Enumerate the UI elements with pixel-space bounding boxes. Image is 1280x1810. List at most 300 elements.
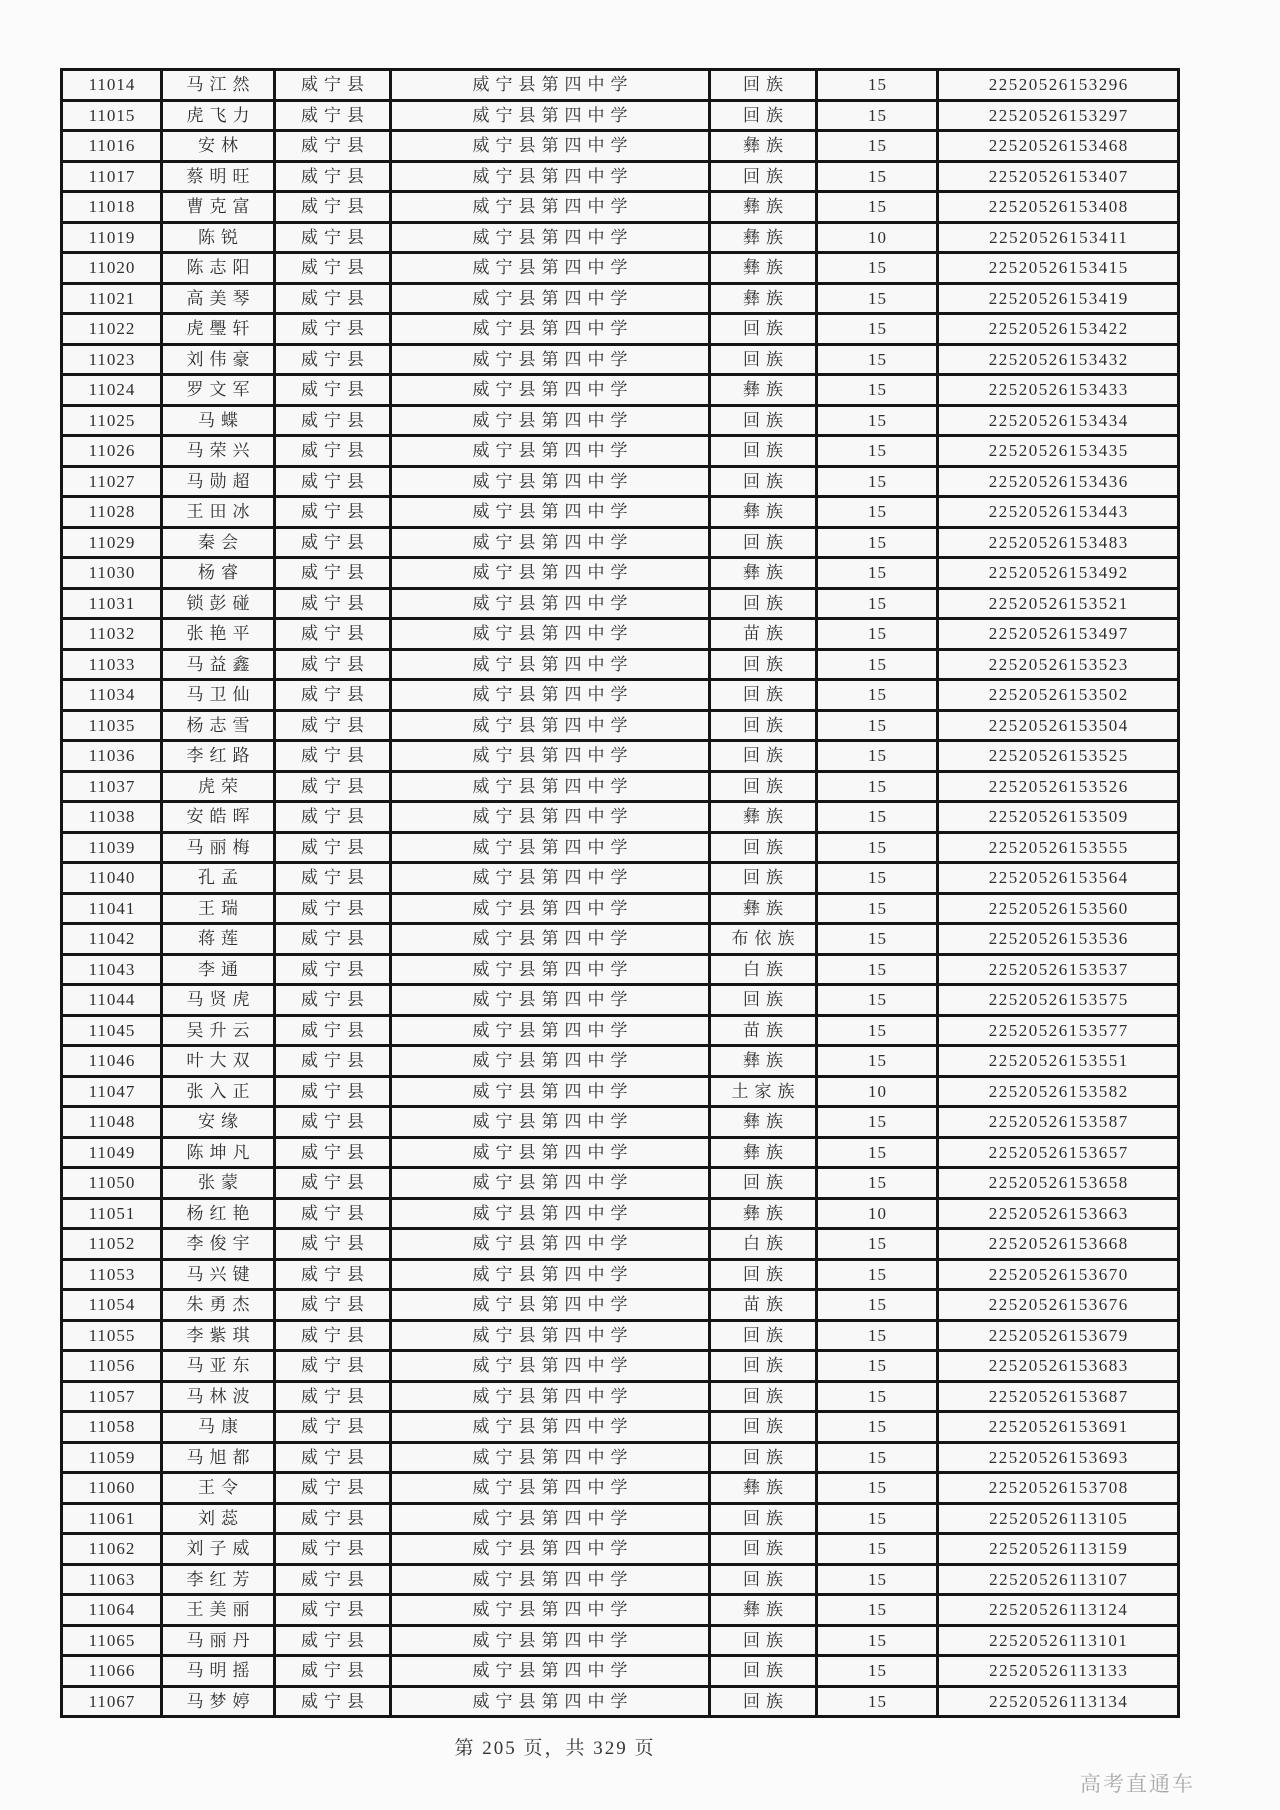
- table-row: [62, 741, 1179, 772]
- table-row: [62, 375, 1179, 406]
- cell-county: 威宁县: [275, 588, 391, 619]
- cell-school: 威宁县第四中学: [391, 1381, 710, 1412]
- cell-county: 威宁县: [275, 985, 391, 1016]
- cell-score: 15: [817, 1412, 938, 1443]
- cell-exam-code: 22520526153526: [938, 771, 1179, 802]
- cell-ethnicity: 回族: [710, 1412, 817, 1443]
- cell-exam-code: 22520526153670: [938, 1259, 1179, 1290]
- table-row: [62, 283, 1179, 314]
- cell-county: 威宁县: [275, 161, 391, 192]
- cell-ethnicity: 回族: [710, 1625, 817, 1656]
- cell-county: 威宁县: [275, 192, 391, 223]
- cell-score: 15: [817, 1503, 938, 1534]
- cell-school: 威宁县第四中学: [391, 283, 710, 314]
- cell-student-name: 马丽梅: [162, 832, 275, 863]
- cell-seq-number: 11064: [62, 1595, 162, 1626]
- cell-score: 15: [817, 558, 938, 589]
- cell-school: 威宁县第四中学: [391, 100, 710, 131]
- table-row: [62, 1198, 1179, 1229]
- cell-student-name: 朱勇杰: [162, 1290, 275, 1321]
- cell-seq-number: 11014: [62, 70, 162, 101]
- table-row: [62, 466, 1179, 497]
- cell-score: 15: [817, 1290, 938, 1321]
- cell-county: 威宁县: [275, 710, 391, 741]
- cell-county: 威宁县: [275, 283, 391, 314]
- cell-school: 威宁县第四中学: [391, 70, 710, 101]
- cell-ethnicity: 回族: [710, 1656, 817, 1687]
- cell-exam-code: 22520526153436: [938, 466, 1179, 497]
- cell-student-name: 王美丽: [162, 1595, 275, 1626]
- cell-county: 威宁县: [275, 832, 391, 863]
- cell-ethnicity: 回族: [710, 1381, 817, 1412]
- cell-ethnicity: 彝族: [710, 375, 817, 406]
- cell-ethnicity: 回族: [710, 344, 817, 375]
- cell-score: 15: [817, 1534, 938, 1565]
- cell-score: 15: [817, 1381, 938, 1412]
- cell-ethnicity: 布依族: [710, 924, 817, 955]
- cell-school: 威宁县第四中学: [391, 649, 710, 680]
- cell-ethnicity: 回族: [710, 863, 817, 894]
- cell-score: 15: [817, 924, 938, 955]
- cell-county: 威宁县: [275, 1351, 391, 1382]
- cell-score: 15: [817, 192, 938, 223]
- cell-student-name: 马明摇: [162, 1656, 275, 1687]
- cell-ethnicity: 回族: [710, 1686, 817, 1717]
- table-row: [62, 1595, 1179, 1626]
- cell-school: 威宁县第四中学: [391, 192, 710, 223]
- cell-seq-number: 11030: [62, 558, 162, 589]
- cell-school: 威宁县第四中学: [391, 1015, 710, 1046]
- cell-ethnicity: 彝族: [710, 1473, 817, 1504]
- cell-ethnicity: 回族: [710, 771, 817, 802]
- cell-school: 威宁县第四中学: [391, 1229, 710, 1260]
- cell-seq-number: 11060: [62, 1473, 162, 1504]
- cell-exam-code: 22520526113159: [938, 1534, 1179, 1565]
- cell-student-name: 刘子威: [162, 1534, 275, 1565]
- table-row: [62, 253, 1179, 284]
- cell-exam-code: 22520526113124: [938, 1595, 1179, 1626]
- cell-score: 15: [817, 832, 938, 863]
- cell-exam-code: 22520526153708: [938, 1473, 1179, 1504]
- cell-student-name: 马康: [162, 1412, 275, 1443]
- cell-ethnicity: 回族: [710, 527, 817, 558]
- cell-exam-code: 22520526153582: [938, 1076, 1179, 1107]
- cell-ethnicity: 回族: [710, 405, 817, 436]
- cell-county: 威宁县: [275, 1656, 391, 1687]
- cell-school: 威宁县第四中学: [391, 619, 710, 650]
- cell-school: 威宁县第四中学: [391, 466, 710, 497]
- cell-student-name: 安林: [162, 131, 275, 162]
- cell-school: 威宁县第四中学: [391, 1290, 710, 1321]
- cell-exam-code: 22520526153523: [938, 649, 1179, 680]
- table-row: [62, 588, 1179, 619]
- cell-seq-number: 11063: [62, 1564, 162, 1595]
- cell-county: 威宁县: [275, 558, 391, 589]
- cell-student-name: 王令: [162, 1473, 275, 1504]
- cell-seq-number: 11066: [62, 1656, 162, 1687]
- cell-exam-code: 22520526153483: [938, 527, 1179, 558]
- cell-school: 威宁县第四中学: [391, 405, 710, 436]
- cell-ethnicity: 回族: [710, 741, 817, 772]
- table-row: [62, 1229, 1179, 1260]
- cell-county: 威宁县: [275, 1015, 391, 1046]
- table-row: [62, 649, 1179, 680]
- cell-exam-code: 22520526153509: [938, 802, 1179, 833]
- cell-school: 威宁县第四中学: [391, 954, 710, 985]
- cell-county: 威宁县: [275, 924, 391, 955]
- cell-score: 15: [817, 802, 938, 833]
- cell-seq-number: 11053: [62, 1259, 162, 1290]
- cell-school: 威宁县第四中学: [391, 222, 710, 253]
- cell-exam-code: 22520526153679: [938, 1320, 1179, 1351]
- cell-exam-code: 22520526153434: [938, 405, 1179, 436]
- cell-seq-number: 11035: [62, 710, 162, 741]
- cell-student-name: 李俊宇: [162, 1229, 275, 1260]
- page-number-footer: 第 205 页，共 329 页: [454, 1738, 656, 1759]
- cell-exam-code: 22520526153432: [938, 344, 1179, 375]
- cell-seq-number: 11040: [62, 863, 162, 894]
- cell-seq-number: 11034: [62, 680, 162, 711]
- cell-score: 15: [817, 1564, 938, 1595]
- cell-score: 15: [817, 253, 938, 284]
- cell-ethnicity: 回族: [710, 710, 817, 741]
- cell-seq-number: 11059: [62, 1442, 162, 1473]
- cell-student-name: 罗文军: [162, 375, 275, 406]
- cell-ethnicity: 彝族: [710, 192, 817, 223]
- cell-school: 威宁县第四中学: [391, 588, 710, 619]
- cell-exam-code: 22520526153492: [938, 558, 1179, 589]
- cell-county: 威宁县: [275, 375, 391, 406]
- cell-seq-number: 11017: [62, 161, 162, 192]
- cell-student-name: 曹克富: [162, 192, 275, 223]
- cell-student-name: 王田冰: [162, 497, 275, 528]
- cell-ethnicity: 回族: [710, 1564, 817, 1595]
- cell-student-name: 蔡明旺: [162, 161, 275, 192]
- cell-score: 15: [817, 283, 938, 314]
- cell-county: 威宁县: [275, 466, 391, 497]
- cell-county: 威宁县: [275, 1137, 391, 1168]
- cell-ethnicity: 苗族: [710, 619, 817, 650]
- cell-county: 威宁县: [275, 1198, 391, 1229]
- cell-school: 威宁县第四中学: [391, 1656, 710, 1687]
- cell-seq-number: 11044: [62, 985, 162, 1016]
- cell-student-name: 安皓晖: [162, 802, 275, 833]
- cell-ethnicity: 回族: [710, 161, 817, 192]
- cell-exam-code: 22520526153497: [938, 619, 1179, 650]
- cell-exam-code: 22520526153575: [938, 985, 1179, 1016]
- cell-exam-code: 22520526153555: [938, 832, 1179, 863]
- cell-ethnicity: 回族: [710, 985, 817, 1016]
- cell-score: 15: [817, 375, 938, 406]
- cell-seq-number: 11042: [62, 924, 162, 955]
- cell-seq-number: 11032: [62, 619, 162, 650]
- cell-exam-code: 22520526153683: [938, 1351, 1179, 1382]
- cell-exam-code: 22520526153415: [938, 253, 1179, 284]
- cell-school: 威宁县第四中学: [391, 1076, 710, 1107]
- cell-exam-code: 22520526113133: [938, 1656, 1179, 1687]
- cell-exam-code: 22520526153407: [938, 161, 1179, 192]
- cell-seq-number: 11054: [62, 1290, 162, 1321]
- table-body: [62, 70, 1179, 1717]
- cell-school: 威宁县第四中学: [391, 741, 710, 772]
- cell-school: 威宁县第四中学: [391, 924, 710, 955]
- cell-county: 威宁县: [275, 527, 391, 558]
- cell-school: 威宁县第四中学: [391, 893, 710, 924]
- table-row: [62, 1168, 1179, 1199]
- cell-score: 15: [817, 1625, 938, 1656]
- cell-county: 威宁县: [275, 1503, 391, 1534]
- cell-county: 威宁县: [275, 70, 391, 101]
- cell-county: 威宁县: [275, 497, 391, 528]
- cell-score: 15: [817, 314, 938, 345]
- cell-county: 威宁县: [275, 1564, 391, 1595]
- cell-county: 威宁县: [275, 741, 391, 772]
- table-row: [62, 1351, 1179, 1382]
- table-row: [62, 1503, 1179, 1534]
- cell-student-name: 马益鑫: [162, 649, 275, 680]
- cell-seq-number: 11031: [62, 588, 162, 619]
- table-row: [62, 710, 1179, 741]
- cell-score: 15: [817, 161, 938, 192]
- table-row: [62, 497, 1179, 528]
- cell-county: 威宁县: [275, 619, 391, 650]
- table-row: [62, 832, 1179, 863]
- table-row: [62, 619, 1179, 650]
- table-row: [62, 893, 1179, 924]
- cell-county: 威宁县: [275, 1320, 391, 1351]
- cell-student-name: 李红路: [162, 741, 275, 772]
- cell-score: 15: [817, 1259, 938, 1290]
- cell-ethnicity: 土家族: [710, 1076, 817, 1107]
- cell-county: 威宁县: [275, 1168, 391, 1199]
- cell-seq-number: 11041: [62, 893, 162, 924]
- cell-seq-number: 11047: [62, 1076, 162, 1107]
- cell-score: 15: [817, 771, 938, 802]
- cell-ethnicity: 苗族: [710, 1015, 817, 1046]
- cell-score: 10: [817, 1198, 938, 1229]
- cell-seq-number: 11016: [62, 131, 162, 162]
- cell-student-name: 杨志雪: [162, 710, 275, 741]
- table-row: [62, 1412, 1179, 1443]
- cell-score: 15: [817, 436, 938, 467]
- cell-seq-number: 11019: [62, 222, 162, 253]
- cell-county: 威宁县: [275, 314, 391, 345]
- cell-school: 威宁县第四中学: [391, 1046, 710, 1077]
- cell-county: 威宁县: [275, 1290, 391, 1321]
- cell-score: 15: [817, 497, 938, 528]
- cell-student-name: 刘伟豪: [162, 344, 275, 375]
- cell-student-name: 陈志阳: [162, 253, 275, 284]
- cell-school: 威宁县第四中学: [391, 1351, 710, 1382]
- cell-score: 15: [817, 680, 938, 711]
- cell-score: 15: [817, 863, 938, 894]
- cell-student-name: 李紫琪: [162, 1320, 275, 1351]
- table-row: [62, 1656, 1179, 1687]
- cell-student-name: 李红芳: [162, 1564, 275, 1595]
- cell-seq-number: 11023: [62, 344, 162, 375]
- cell-school: 威宁县第四中学: [391, 497, 710, 528]
- cell-school: 威宁县第四中学: [391, 436, 710, 467]
- cell-seq-number: 11027: [62, 466, 162, 497]
- table-row: [62, 1290, 1179, 1321]
- cell-student-name: 马梦婷: [162, 1686, 275, 1717]
- watermark-text: 高考直通车: [1080, 1773, 1195, 1796]
- cell-ethnicity: 彝族: [710, 1198, 817, 1229]
- cell-seq-number: 11020: [62, 253, 162, 284]
- cell-exam-code: 22520526153587: [938, 1107, 1179, 1138]
- cell-student-name: 马荣兴: [162, 436, 275, 467]
- table-row: [62, 1534, 1179, 1565]
- cell-score: 15: [817, 1168, 938, 1199]
- cell-score: 15: [817, 100, 938, 131]
- cell-seq-number: 11061: [62, 1503, 162, 1534]
- table-row: [62, 527, 1179, 558]
- cell-county: 威宁县: [275, 1442, 391, 1473]
- cell-student-name: 马林波: [162, 1381, 275, 1412]
- table-row: [62, 1320, 1179, 1351]
- cell-school: 威宁县第四中学: [391, 161, 710, 192]
- cell-student-name: 杨红艳: [162, 1198, 275, 1229]
- cell-school: 威宁县第四中学: [391, 1198, 710, 1229]
- cell-score: 15: [817, 1137, 938, 1168]
- cell-school: 威宁县第四中学: [391, 1686, 710, 1717]
- cell-seq-number: 11024: [62, 375, 162, 406]
- cell-score: 15: [817, 619, 938, 650]
- cell-student-name: 张艳平: [162, 619, 275, 650]
- cell-student-name: 王瑞: [162, 893, 275, 924]
- table-row: [62, 1076, 1179, 1107]
- cell-score: 15: [817, 131, 938, 162]
- cell-score: 15: [817, 985, 938, 1016]
- cell-seq-number: 11055: [62, 1320, 162, 1351]
- cell-student-name: 虎飞力: [162, 100, 275, 131]
- cell-student-name: 高美琴: [162, 283, 275, 314]
- cell-county: 威宁县: [275, 1076, 391, 1107]
- cell-county: 威宁县: [275, 253, 391, 284]
- cell-student-name: 张入正: [162, 1076, 275, 1107]
- cell-ethnicity: 彝族: [710, 283, 817, 314]
- cell-county: 威宁县: [275, 1229, 391, 1260]
- cell-county: 威宁县: [275, 1381, 391, 1412]
- cell-exam-code: 22520526153521: [938, 588, 1179, 619]
- cell-seq-number: 11036: [62, 741, 162, 772]
- table-row: [62, 1107, 1179, 1138]
- cell-exam-code: 22520526153564: [938, 863, 1179, 894]
- cell-seq-number: 11026: [62, 436, 162, 467]
- table-row: [62, 863, 1179, 894]
- cell-exam-code: 22520526153502: [938, 680, 1179, 711]
- cell-ethnicity: 彝族: [710, 1137, 817, 1168]
- cell-score: 15: [817, 1229, 938, 1260]
- cell-county: 威宁县: [275, 1595, 391, 1626]
- table-row: [62, 1442, 1179, 1473]
- table-row: [62, 1259, 1179, 1290]
- cell-exam-code: 22520526153504: [938, 710, 1179, 741]
- cell-exam-code: 22520526153687: [938, 1381, 1179, 1412]
- cell-seq-number: 11056: [62, 1351, 162, 1382]
- table-row: [62, 1473, 1179, 1504]
- cell-exam-code: 22520526153691: [938, 1412, 1179, 1443]
- cell-county: 威宁县: [275, 1534, 391, 1565]
- cell-county: 威宁县: [275, 680, 391, 711]
- cell-county: 威宁县: [275, 100, 391, 131]
- cell-school: 威宁县第四中学: [391, 710, 710, 741]
- cell-seq-number: 11051: [62, 1198, 162, 1229]
- cell-student-name: 蒋莲: [162, 924, 275, 955]
- cell-exam-code: 22520526153297: [938, 100, 1179, 131]
- cell-exam-code: 22520526153560: [938, 893, 1179, 924]
- cell-school: 威宁县第四中学: [391, 344, 710, 375]
- cell-exam-code: 22520526153668: [938, 1229, 1179, 1260]
- table-row: [62, 1015, 1179, 1046]
- cell-county: 威宁县: [275, 436, 391, 467]
- cell-student-name: 安缘: [162, 1107, 275, 1138]
- cell-school: 威宁县第四中学: [391, 1534, 710, 1565]
- cell-seq-number: 11052: [62, 1229, 162, 1260]
- cell-ethnicity: 回族: [710, 832, 817, 863]
- cell-ethnicity: 回族: [710, 1503, 817, 1534]
- cell-county: 威宁县: [275, 954, 391, 985]
- cell-seq-number: 11015: [62, 100, 162, 131]
- cell-ethnicity: 回族: [710, 70, 817, 101]
- cell-seq-number: 11067: [62, 1686, 162, 1717]
- cell-ethnicity: 回族: [710, 436, 817, 467]
- cell-school: 威宁县第四中学: [391, 131, 710, 162]
- cell-student-name: 锁彭碰: [162, 588, 275, 619]
- cell-ethnicity: 回族: [710, 1351, 817, 1382]
- cell-student-name: 马蝶: [162, 405, 275, 436]
- cell-exam-code: 22520526153663: [938, 1198, 1179, 1229]
- cell-school: 威宁县第四中学: [391, 1564, 710, 1595]
- student-list-table: [60, 68, 1180, 1718]
- table-row: [62, 1137, 1179, 1168]
- cell-ethnicity: 苗族: [710, 1290, 817, 1321]
- table-row: [62, 771, 1179, 802]
- cell-ethnicity: 彝族: [710, 222, 817, 253]
- cell-exam-code: 22520526153693: [938, 1442, 1179, 1473]
- cell-school: 威宁县第四中学: [391, 527, 710, 558]
- cell-student-name: 秦会: [162, 527, 275, 558]
- cell-student-name: 叶大双: [162, 1046, 275, 1077]
- table-row: [62, 558, 1179, 589]
- cell-school: 威宁县第四中学: [391, 1503, 710, 1534]
- cell-county: 威宁县: [275, 1412, 391, 1443]
- cell-seq-number: 11048: [62, 1107, 162, 1138]
- table-row: [62, 680, 1179, 711]
- cell-exam-code: 22520526153537: [938, 954, 1179, 985]
- table-row: [62, 344, 1179, 375]
- cell-exam-code: 22520526153676: [938, 1290, 1179, 1321]
- cell-school: 威宁县第四中学: [391, 1595, 710, 1626]
- cell-county: 威宁县: [275, 1046, 391, 1077]
- cell-ethnicity: 彝族: [710, 131, 817, 162]
- cell-seq-number: 11046: [62, 1046, 162, 1077]
- cell-exam-code: 22520526153658: [938, 1168, 1179, 1199]
- table-row: [62, 161, 1179, 192]
- cell-school: 威宁县第四中学: [391, 1259, 710, 1290]
- cell-school: 威宁县第四中学: [391, 863, 710, 894]
- table-row: [62, 1046, 1179, 1077]
- table-row: [62, 924, 1179, 955]
- cell-score: 15: [817, 405, 938, 436]
- cell-ethnicity: 回族: [710, 1168, 817, 1199]
- cell-score: 15: [817, 1473, 938, 1504]
- cell-score: 15: [817, 954, 938, 985]
- cell-score: 15: [817, 1595, 938, 1626]
- cell-school: 威宁县第四中学: [391, 680, 710, 711]
- cell-ethnicity: 彝族: [710, 1107, 817, 1138]
- cell-seq-number: 11050: [62, 1168, 162, 1199]
